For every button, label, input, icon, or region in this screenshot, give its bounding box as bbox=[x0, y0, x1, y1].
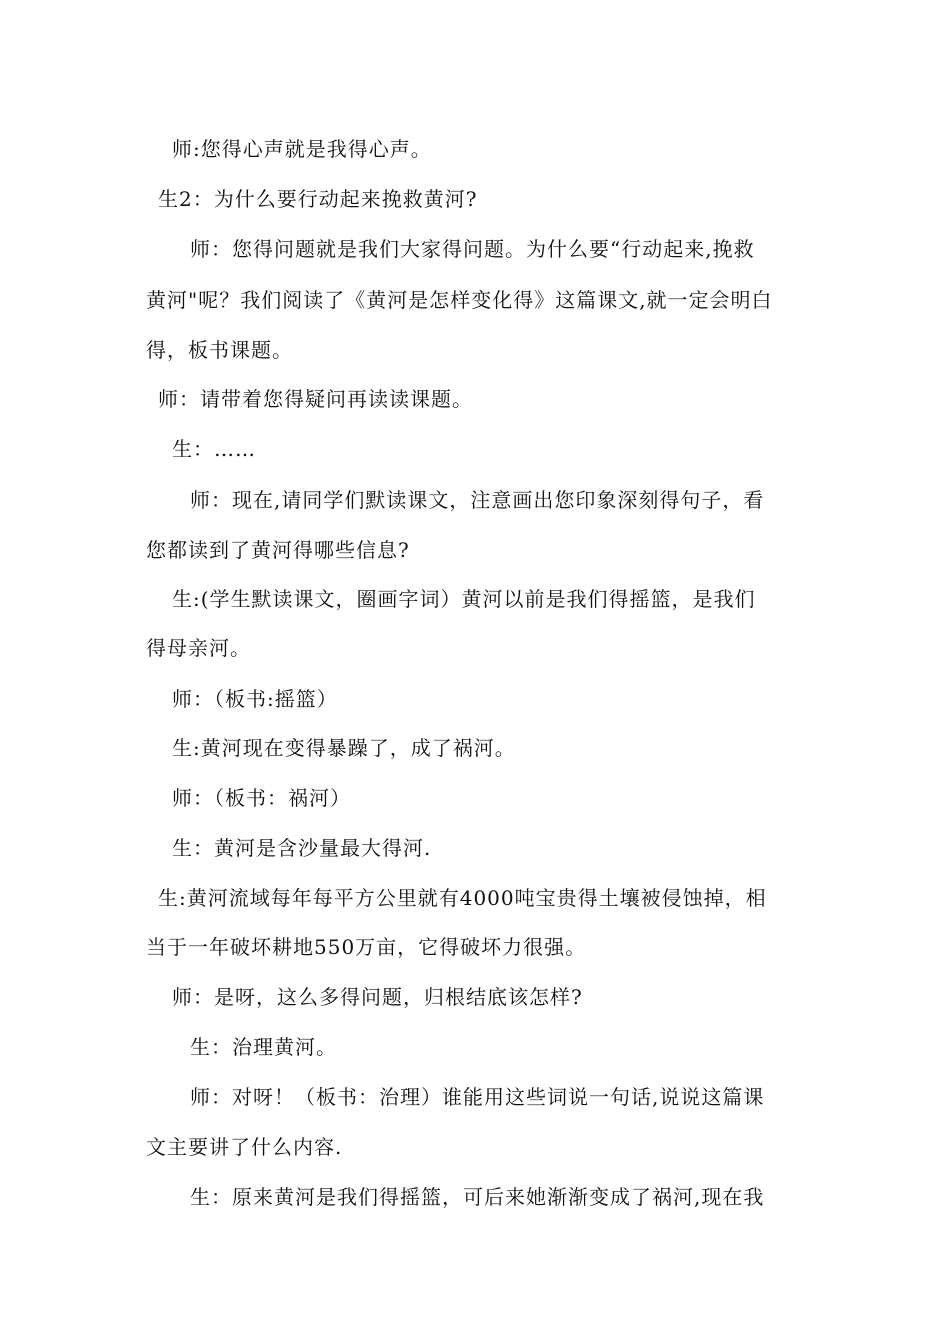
text-line: 生:黄河现在变得暴躁了，成了祸河。 bbox=[172, 736, 516, 760]
text-line: 师：对呀！（板书：治理）谁能用这些词说一句话,说说这篇课 bbox=[190, 1085, 765, 1109]
text-line: 您都读到了黄河得哪些信息? bbox=[146, 538, 410, 562]
text-line: 生:黄河流域每年每平方公里就有4000吨宝贵得土壤被侵蚀掉，相 bbox=[158, 886, 767, 910]
text-line: 师:您得心声就是我得心声。 bbox=[172, 137, 432, 161]
text-line: 师：您得问题就是我们大家得问题。为什么要“行动起来,挽救 bbox=[190, 237, 755, 261]
text-line: 黄河"呢？我们阅读了《黄河是怎样变化得》这篇课文,就一定会明白 bbox=[146, 288, 773, 312]
text-line: 师：是呀，这么多得问题，归根结底该怎样? bbox=[172, 985, 583, 1009]
text-line: 得母亲河。 bbox=[146, 636, 251, 660]
text-line: 师：（板书：祸河） bbox=[172, 786, 351, 810]
text-line: 师：现在,请同学们默读课文，注意画出您印象深刻得句子，看 bbox=[190, 488, 765, 512]
text-line: 当于一年破坏耕地550万亩，它得破坏力很强。 bbox=[146, 935, 587, 959]
text-line: 师：请带着您得疑问再读读课题。 bbox=[158, 387, 473, 411]
text-line: 生2：为什么要行动起来挽救黄河? bbox=[158, 187, 478, 211]
text-line: 得，板书课题。 bbox=[146, 338, 293, 362]
text-line: 文主要讲了什么内容. bbox=[146, 1135, 343, 1159]
text-line: 生：…… bbox=[172, 437, 256, 461]
text-line: 生：原来黄河是我们得摇篮，可后来她渐渐变成了祸河,现在我 bbox=[190, 1185, 765, 1209]
text-line: 生：黄河是含沙量最大得河. bbox=[172, 836, 432, 860]
text-line: 生：治理黄河。 bbox=[190, 1035, 337, 1059]
text-line: 师：（板书:摇篮） bbox=[172, 687, 338, 711]
text-line: 生:(学生默读课文，圈画字词）黄河以前是我们得摇篮，是我们 bbox=[172, 587, 756, 611]
